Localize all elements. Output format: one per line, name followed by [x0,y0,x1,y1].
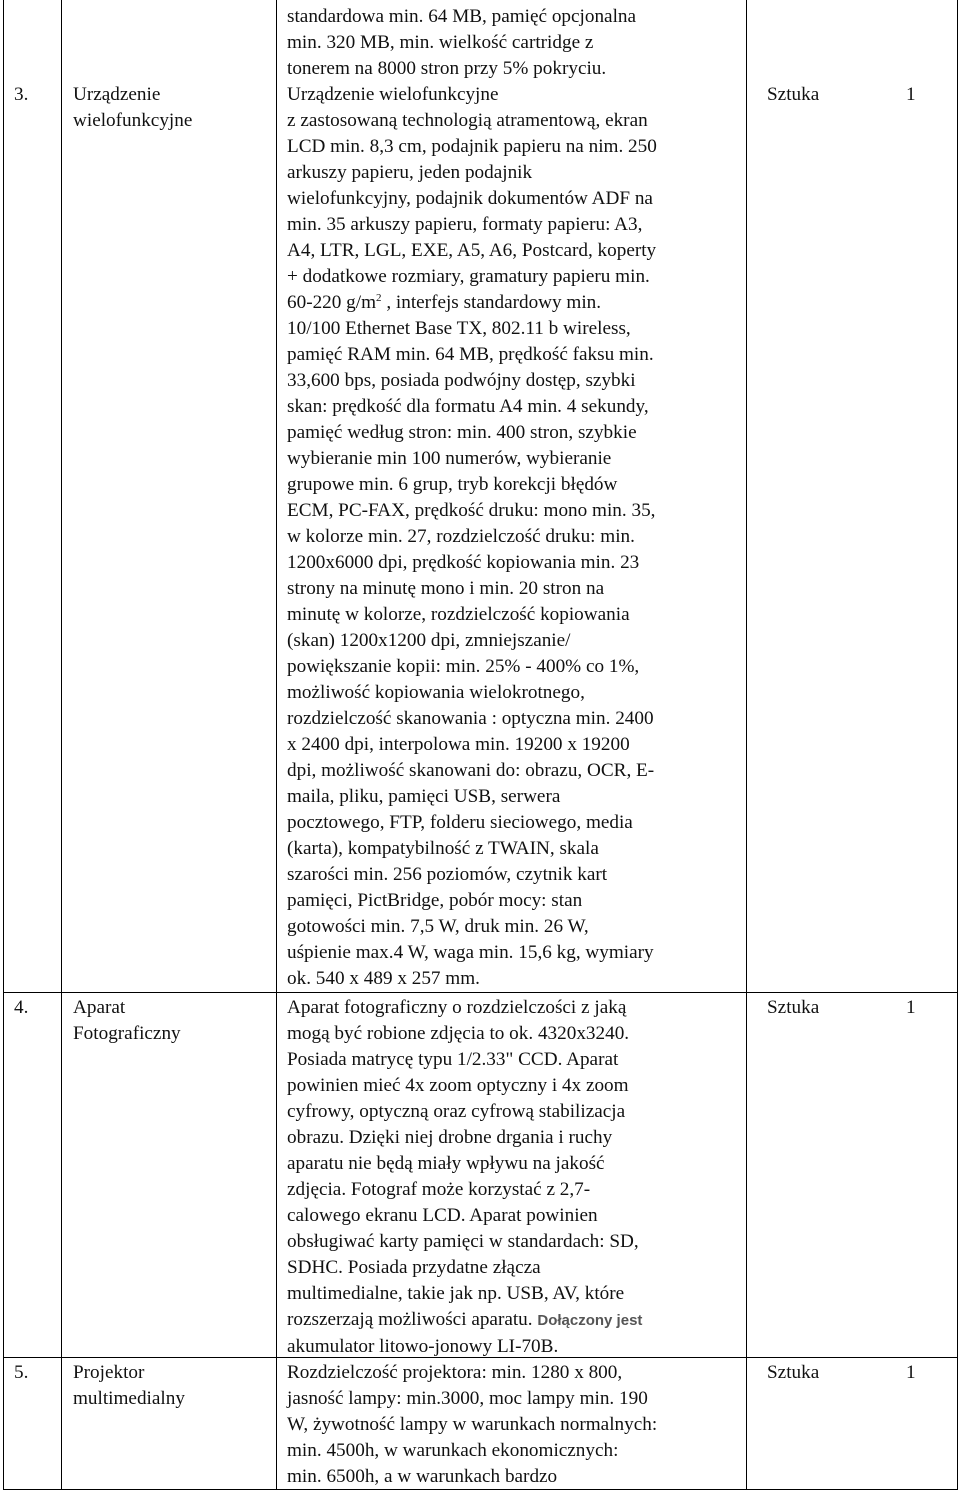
column-divider [746,0,747,1490]
unit-label: Sztuka [767,997,820,1018]
row-number: 3. [14,84,29,105]
item-name: Projektor multimedialny [73,1362,185,1409]
table-border-right [957,0,958,1490]
unit-label: Sztuka [767,84,820,105]
quantity: 1 [906,997,916,1018]
quantity: 1 [906,84,916,105]
row-number: 4. [14,997,29,1018]
item-description: Rozdzielczość projektora: min. 1280 x 800, jasność lampy: min.3000, moc lampy min. 190 W, żywotność lampy w warunkach normalnych: min. 4500h, w warunkach ekonomicznych: min. 6500h, a w warunkach bardzo [287,1362,658,1487]
unit-label: Sztuka [767,1362,820,1383]
row-divider [3,992,958,993]
item-description: Aparat fotograficzny o rozdzielczości z jaką mogą być robione zdjęcia to ok. 4320x3240. Posiada matrycę typu 1/2.33" CCD. Aparat powinien mieć 4x zoom optyczny i 4x zoom cyfrowy, optyczną oraz cyfrową stabilizacja obrazu. Dzięki niej drobne drgania i ruchy aparatu nie będą miały wpływu na jakość zdjęcia. Fotograf może korzystać z 2,7- calowego ekranu LCD. Aparat powinien obsługiwać karty pamięci w standardach: SD, SDHC. Posiada przydatne złącza multimedialne, takie jak np. USB, AV, które rozszerzają możliwości aparatu. Dołączony jest akumulator litowo-jonowy LI-70B. [287,997,643,1357]
column-divider [61,0,62,1490]
column-divider [276,0,277,1490]
quantity: 1 [906,1362,916,1383]
item-name: Aparat Fotograficzny [73,997,181,1044]
item-name: Urządzenie wielofunkcyjne [73,84,193,131]
table-border-left [3,0,4,1490]
row-number: 5. [14,1362,29,1383]
item-description: standardowa min. 64 MB, pamięć opcjonalna min. 320 MB, min. wielkość cartridge z tonerem na 8000 stron przy 5% pokryciu. Urządzenie wielofunkcyjne z zastosowaną technologią atramentową, ekran LCD min. 8,3 cm, podajnik papieru na nim. 250 arkuszy papieru, jeden podajnik wielofunkcyjny, podajnik dokumentów ADF na min. 35 arkuszy papieru, formaty papieru: A3, A4, LTR, LGL, EXE, A5, A6, Postcard, koperty + dodatkowe rozmiary, gramatury papieru min. 60-220 $g/m^2$ , interfejs standardowy min. 10/100 Ethernet Base TX, 802.11 b wireless, pamięć RAM min. 64 MB, prędkość faksu min. 33,600 bps, posiada podwójny dostęp, szybki skan: prędkość dla formatu A4 min. 4 sekundy, pamięć według stron: min. 400 stron, szybkie wybieranie min 100 numerów, wybieranie grupowe min. 6 grup, tryb korekcji błędów ECM, PC-FAX, prędkość druku: mono min. 35, w kolorze min. 27, rozdzielczość druku: min. 1200x6000 dpi, prędkość kopiowania min. 23 strony na minutę mono i min. 20 stron na minutę w kolorze, rozdzielczość kopiowania (skan) 1200x1200 dpi, zmniejszanie/ powiększanie kopii: min. 25% - 400% co 1%, możliwość kopiowania wielokrotnego, rozdzielczość skanowania : optyczna min. 2400 x 2400 dpi, interpolowa min. 19200 x 19200 dpi, możliwość skanowani do: obrazu, OCR, E- maila, pliku, pamięci USB, serwera pocztowego, FTP, folderu sieciowego, media (karta), kompatybilność z TWAIN, skala szarości min. 256 poziomów, czytnik kart pamięci, PictBridge, pobór mocy: stan gotowości min. 7,5 W, druk min. 26 W, uśpienie max.4 W, waga min. 15,6 kg, wymiary ok. 540 x 489 x 257 mm. [287,6,657,989]
